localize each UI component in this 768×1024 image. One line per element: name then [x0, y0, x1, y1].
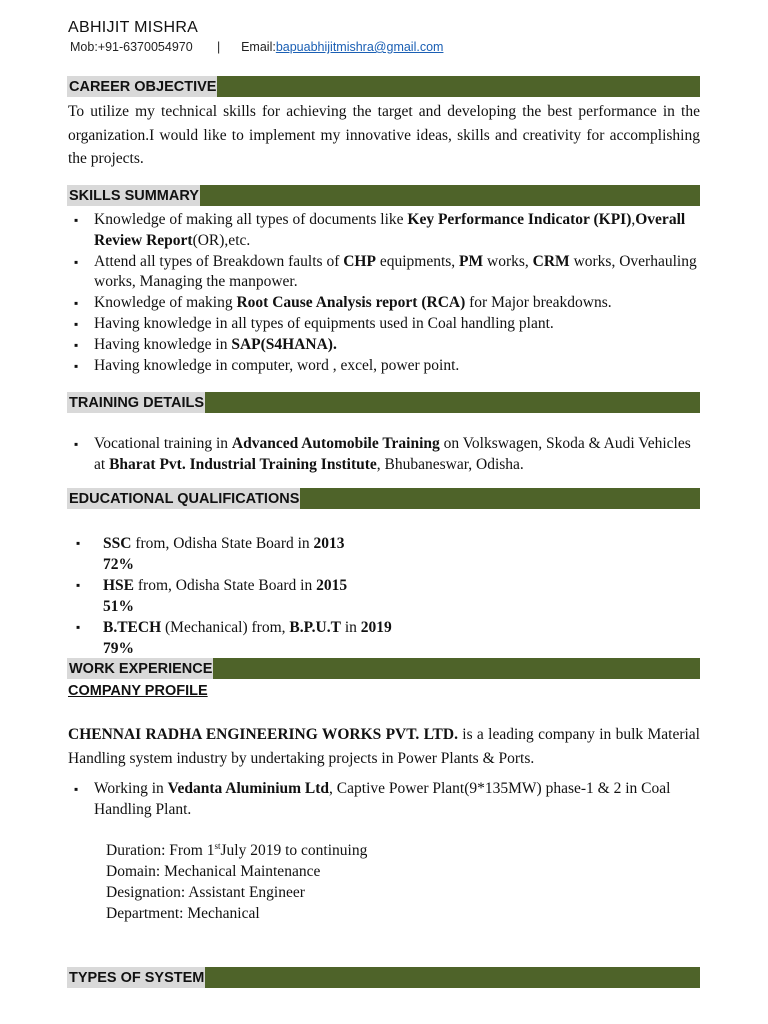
list-item: ▪ Vocational training in Advanced Automobile Training on Volkswagen, Skoda & Audi Vehicles at Bharat Pvt. Industrial Training Institute, Bhubaneswar, Odisha. [74, 435, 691, 473]
bullet-icon: ▪ [74, 437, 79, 451]
work-list [74, 779, 700, 821]
list-item: ▪ Attend all types of Breakdown faults of CHP equipments, PM works, CRM works, Overhauling works, Managing the manpower. [74, 252, 697, 291]
career-objective-heading [67, 76, 700, 97]
bullet-icon: ▪ [74, 358, 79, 373]
section-title: EDUCATIONAL QUALIFICATIONS [67, 488, 300, 509]
mobile-number: Mob:+91-6370054970 [70, 40, 193, 54]
bullet-icon: ▪ [76, 620, 81, 634]
list-item: ▪ Having knowledge in SAP(S4HANA). [74, 335, 700, 356]
department: Department: Mechanical [106, 905, 260, 922]
list-item: ▪ Having knowledge in computer, word , excel, power point. [74, 356, 700, 377]
job-details [106, 840, 367, 924]
skills-summary-heading [67, 185, 700, 206]
percentage: 79% [103, 640, 134, 657]
contact-line [70, 40, 443, 54]
bullet-icon: ▪ [76, 578, 81, 592]
list-item: ▪ Working in Vedanta Aluminium Ltd, Captive Power Plant(9*135MW) phase-1 & 2 in Coal Handling Plant. [74, 780, 671, 818]
training-list [74, 434, 700, 476]
candidate-name: ABHIJIT MISHRA [68, 19, 199, 36]
types-of-system-heading [67, 967, 700, 988]
email-label: Email: [241, 40, 276, 54]
domain: Domain: Mechanical Maintenance [106, 863, 321, 880]
company-description: CHENNAI RADHA ENGINEERING WORKS PVT. LTD. is a leading company in bulk Material Handling system industry by undertaking projects in Power Plants & Ports. [68, 726, 700, 767]
educational-qualifications-heading [67, 488, 700, 509]
bullet-icon: ▪ [74, 213, 79, 227]
designation: Designation: Assistant Engineer [106, 884, 305, 901]
email-link[interactable]: bapuabhijitmishra@gmail.com [275, 40, 444, 54]
company-profile-subheading: COMPANY PROFILE [68, 683, 208, 699]
skills-list [74, 210, 700, 376]
duration: Duration: From 1stJuly 2019 to continuing [106, 841, 368, 859]
bullet-icon: ▪ [74, 316, 79, 331]
section-title: TYPES OF SYSTEM [67, 967, 205, 988]
work-experience-heading [67, 658, 700, 679]
list-item: ▪ Having knowledge in all types of equipments used in Coal handling plant. [74, 314, 700, 335]
percentage: 72% [103, 556, 134, 573]
section-title: WORK EXPERIENCE [67, 658, 213, 679]
bullet-icon: ▪ [76, 536, 81, 550]
bullet-icon: ▪ [74, 296, 79, 311]
training-details-heading [67, 392, 700, 413]
list-item: ▪ SSC from, Odisha State Board in 2013 72% [76, 533, 576, 575]
contact-separator: | [217, 40, 221, 54]
bullet-icon: ▪ [74, 337, 79, 352]
education-list [76, 533, 576, 659]
list-item: ▪ HSE from, Odisha State Board in 2015 51% [76, 575, 576, 617]
company-name: CHENNAI RADHA ENGINEERING WORKS PVT. LTD. [68, 726, 458, 743]
bullet-icon: ▪ [74, 254, 79, 269]
section-title: TRAINING DETAILS [67, 392, 205, 413]
list-item: ▪ Knowledge of making Root Cause Analysis report (RCA) for Major breakdowns. [74, 293, 700, 314]
list-item: ▪ B.TECH (Mechanical) from, B.P.U.T in 2019 79% [76, 617, 576, 659]
percentage: 51% [103, 598, 134, 615]
section-title: SKILLS SUMMARY [67, 185, 200, 206]
list-item: ▪ Knowledge of making all types of documents like Key Performance Indicator (KPI),Overall Review Report(OR),etc. [74, 211, 686, 249]
career-objective-text: To utilize my technical skills for achieving the target and developing the best performance in the organization.I would like to implement my innovative ideas, skills and creativity for accomplishing the projects. [68, 103, 700, 167]
bullet-icon: ▪ [74, 782, 79, 796]
section-title: CAREER OBJECTIVE [67, 76, 217, 97]
